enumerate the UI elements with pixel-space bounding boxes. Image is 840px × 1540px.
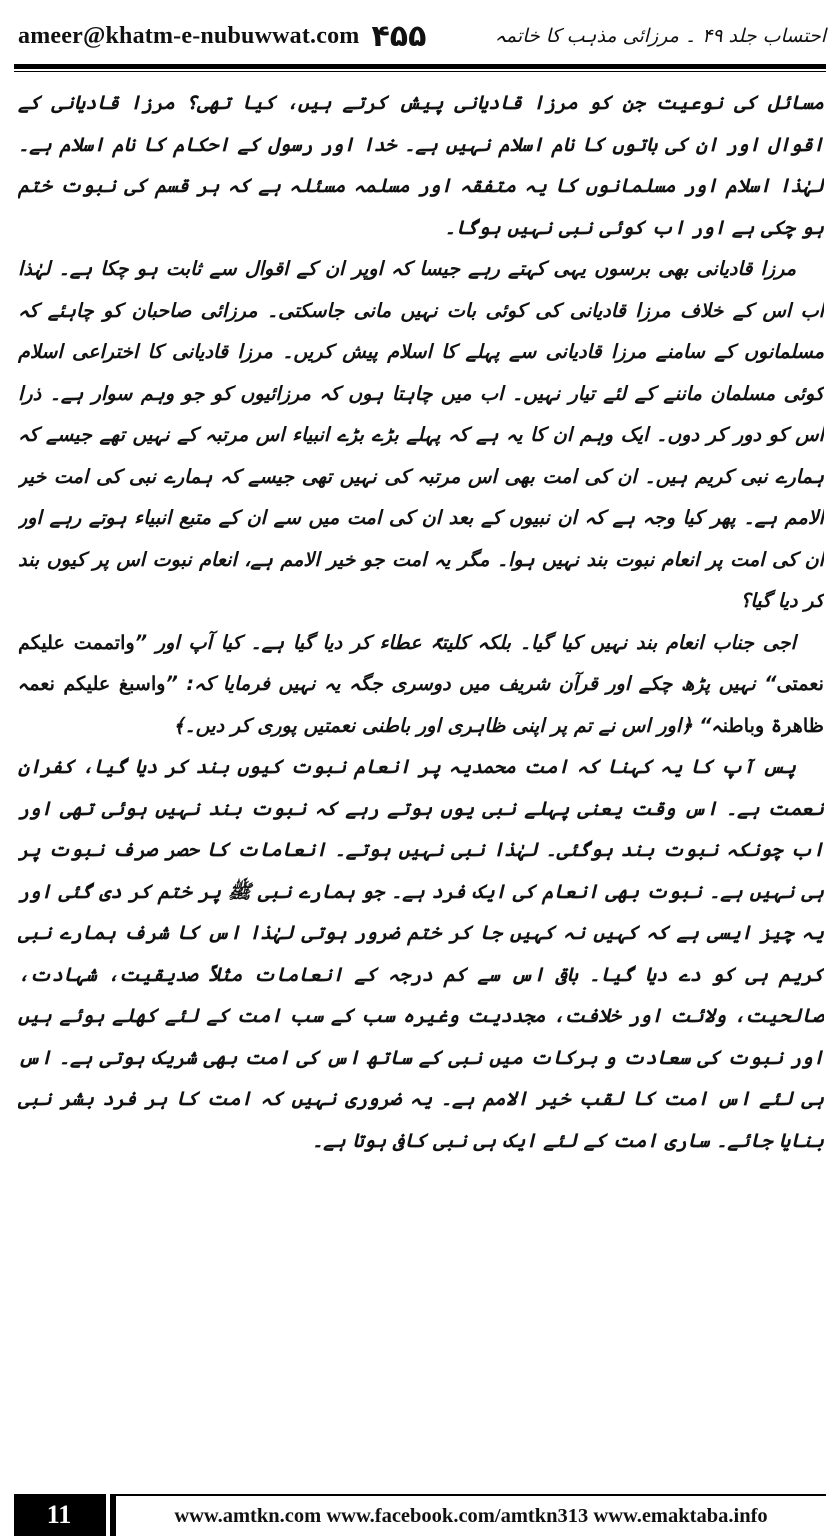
paragraph-3-part-a: اجی جناب انعام بند نہیں کیا گیا۔ بلکہ کلیتہً عطاء کر دیا گیا ہے۔ کیا آپ اور ” xyxy=(134,630,796,654)
body-text xyxy=(18,82,824,1454)
paragraph-2: مرزا قادیانی بھی برسوں یہی کہتے رہے جیسا کہ اوپر ان کے اقوال سے ثابت ہو چکا ہے۔ لہٰذا اب اس کے خلاف مرزا قادیانی کی کوئی بات نہیں مانی جاسکتی۔ مرزائی صاحبان کو چاہئے کہ مسلمانوں کے سامنے مرزا قادیانی سے پہلے کا اسلام پیش کریں۔ مرزا قادیانی کا اختراعی اسلام کوئی مسلمان ماننے کے لئے تیار نہیں۔ اب میں چاہتا ہوں کہ مرزائیوں کو جو وہم سوار ہے۔ ذرا اس کو دور کر دوں۔ ایک وہم ان کا یہ ہے کہ پہلے بڑے بڑے انبیاء اس مرتبہ کے نہیں تھے جیسے کہ ہمارے نبی کریم ہیں۔ ان کی امت بھی اس مرتبہ کی نہیں تھی جیسے کہ ہمارے نبی کی امت خیر الامم ہے۔ پھر کیا وجہ ہے کہ ان نبیوں کے بعد ان کی امت میں سے ان کے متبع انبیاء ہوتے رہے اور ان کی امت پر انعام نبوت بند نہیں ہوا۔ مگر یہ امت جو خیر الامم ہے، انعام نبوت اس پر کیوں بند کر دیا گیا؟ xyxy=(18,257,824,612)
paragraph-3-part-c: “ ﴿اور اس نے تم پر اپنی ظاہری اور باطنی نعمتیں پوری کر دیں۔﴾ xyxy=(173,713,712,737)
footer-links[interactable]: www.amtkn.com www.facebook.com/amtkn313 www.emaktaba.info xyxy=(116,1494,826,1536)
header-left xyxy=(18,19,426,54)
header-rule-thick xyxy=(14,64,826,69)
paragraph-3 xyxy=(18,622,824,747)
paragraph-1: مسائل کی نوعیت جن کو مرزا قادیانی پیش کرتے ہیں، کیا تھی؟ مرزا قادیانی کے اقوال اور ان کی باتوں کا نام اسلام نہیں ہے۔ خدا اور رسول کے احکام کا نام اسلام ہے۔ لہٰذا اسلام اور مسلمانوں کا یہ متفقہ اور مسلمہ مسئلہ ہے کہ ہر قسم کی نبوت ختم ہو چکی ہے اور اب کوئی نبی نہیں ہوگا۔ xyxy=(18,91,824,239)
paragraph-4: پس آپ کا یہ کہنا کہ امت محمدیہ پر انعام نبوت کیوں بند کر دیا گیا، کفران نعمت ہے۔ اس وقت یعنی پہلے نبی یوں ہوتے رہے کہ نبوت بند نہیں ہوئی تھی اور اب چونکہ نبوت بند ہوگئی۔ لہٰذا نبی نہیں ہوتے۔ انعامات کا حصر صرف نبوت پر ہی نہیں ہے۔ نبوت بھی انعام کی ایک فرد ہے۔ جو ہمارے نبی ﷺ پر ختم کر دی گئی اور یہ چیز ایسی ہے کہ کہیں نہ کہیں جا کر ختم ضرور ہوتی لہٰذا اس کا شرف ہمارے نبی کریم ہی کو دے دیا گیا۔ باقی اس سے کم درجہ کے انعامات مثلاً صدیقیت، شہادت، صالحیت، ولائت اور خلافت، مجددیت وغیرہ سب کے سب امت کے لئے کھلے ہوئے ہیں اور نبوت کی سعادت و برکات میں نبی کے ساتھ اس کی امت بھی شریک ہوتی ہے۔ اس ہی لئے اس امت کا لقب خیر الامم ہے۔ یہ ضروری نہیں کہ امت کا ہر فرد بشر نبی بنایا جائے۔ ساری امت کے لئے ایک ہی نبی کافی ہوتا ہے۔ xyxy=(18,755,824,1152)
header-page-number: ۴۵۵ xyxy=(371,18,427,54)
header-title: احتساب جلد ۴۹ ۔ مرزائی مذہب کا خاتمہ xyxy=(494,25,826,47)
quran-quote-2: واسبغ علیکم نعمہ ظاھرۃ وباطنہ xyxy=(18,672,824,737)
header-rule-thin xyxy=(14,71,826,72)
header-email[interactable]: ameer@khatm-e-nubuwwat.com xyxy=(18,22,360,49)
quran-quote-1: واتممت علیکم نعمتی xyxy=(18,630,824,695)
footer-separator xyxy=(106,1494,110,1536)
page-header xyxy=(18,14,826,58)
page-footer xyxy=(14,1494,826,1536)
footer-page-number: 11 xyxy=(46,1500,72,1529)
paragraph-3-part-b: “ نہیں پڑھ چکے اور قرآن شریف میں دوسری جگہ یہ نہیں فرمایا کہ: ” xyxy=(165,672,777,695)
